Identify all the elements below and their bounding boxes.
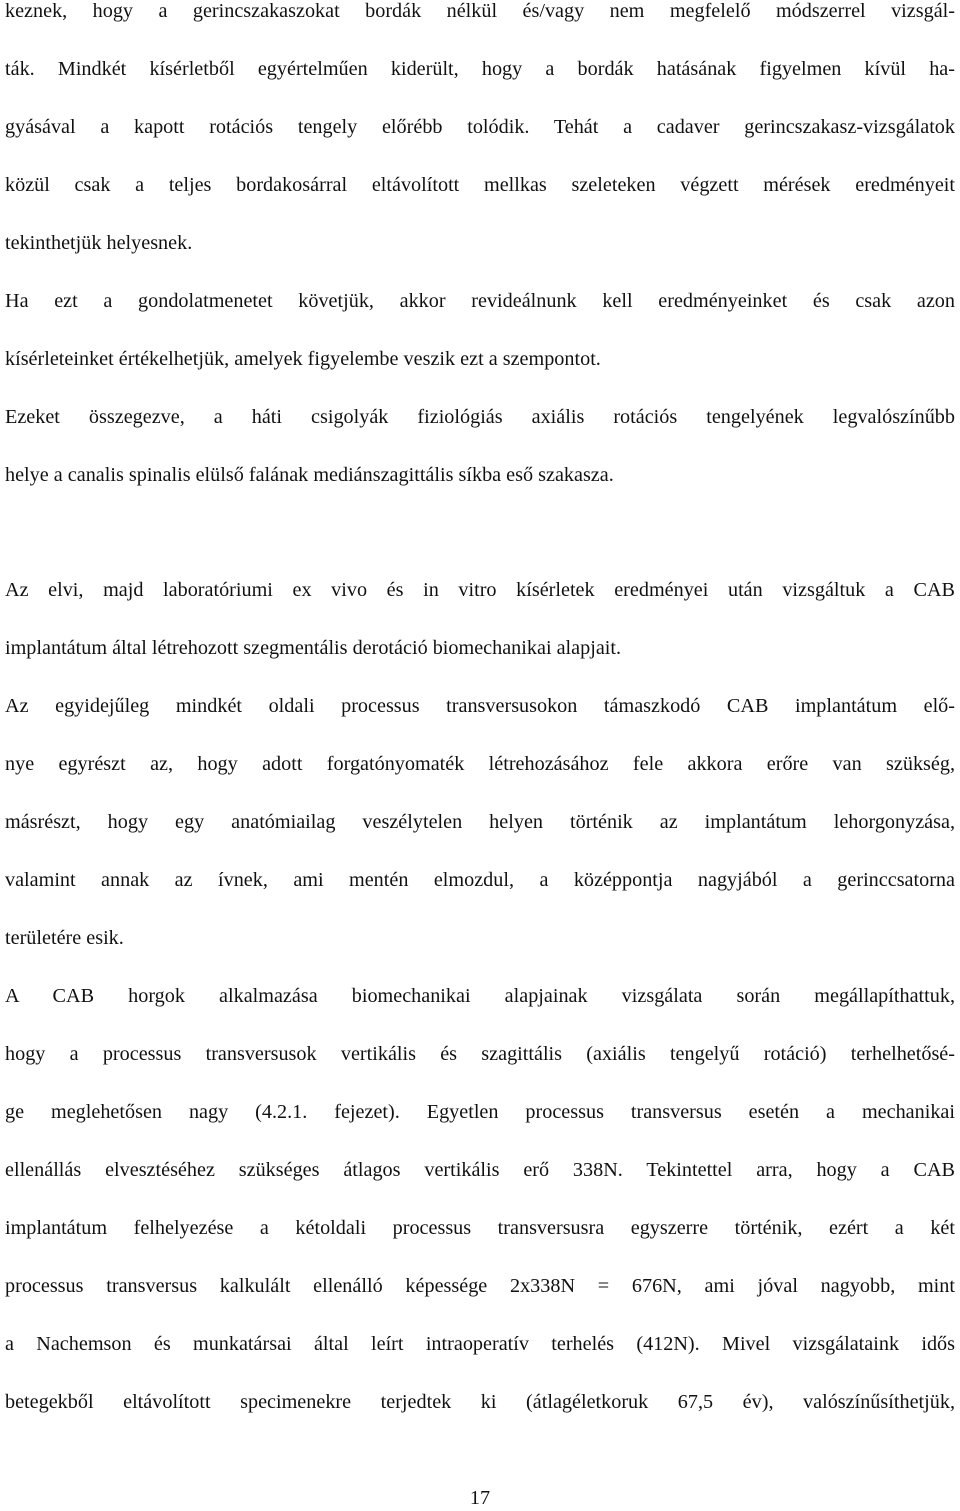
text-line: A CAB horgok alkalmazása biomechanikai alapjainak vizsgálata során megállapíthattuk,	[5, 985, 955, 1007]
text-line: területére esik.	[5, 927, 124, 949]
text-line: a Nachemson és munkatársai által leírt intraoperatív terhelés (412N). Mivel vizsgálataink idős	[5, 1333, 955, 1355]
text-line: másrészt, hogy egy anatómiailag veszélytelen helyen történik az implantátum lehorgonyzása,	[5, 811, 955, 833]
text-line: keznek, hogy a gerincszakaszokat bordák nélkül és/vagy nem megfelelő módszerrel vizsgál-	[5, 0, 955, 22]
text-line: processus transversus kalkulált ellenálló képessége 2x338N = 676N, ami jóval nagyobb, mint	[5, 1275, 955, 1297]
page-number: 17	[469, 1487, 491, 1509]
text-line: Ha ezt a gondolatmenetet követjük, akkor revideálnunk kell eredményeinket és csak azon	[5, 290, 955, 312]
text-line: közül csak a teljes bordakosárral eltávolított mellkas szeleteken végzett mérések eredményeit	[5, 174, 955, 196]
text-line: implantátum által létrehozott szegmentális derotáció biomechanikai alapjait.	[5, 637, 622, 659]
text-line: Az elvi, majd laboratóriumi ex vivo és in vitro kísérletek eredményei után vizsgáltuk a CAB	[5, 579, 955, 601]
text-line: kísérleteinket értékelhetjük, amelyek figyelembe veszik ezt a szempontot.	[5, 348, 601, 370]
text-line: nye egyrészt az, hogy adott forgatónyomaték létrehozásához fele akkora erőre van szükség,	[5, 753, 955, 775]
text-line: betegekből eltávolított specimenekre terjedtek ki (átlagéletkoruk 67,5 év), valószínűsíthetjük,	[5, 1391, 955, 1413]
text-line: ták. Mindkét kísérletből egyértelműen kiderült, hogy a bordák hatásának figyelmen kívül ha-	[5, 58, 955, 80]
text-line: gyásával a kapott rotációs tengely előrébb tolódik. Tehát a cadaver gerincszakasz-vizsgálatok	[5, 116, 955, 138]
text-line: ge meglehetősen nagy (4.2.1. fejezet). Egyetlen processus transversus esetén a mechanikai	[5, 1101, 955, 1123]
text-line: hogy a processus transversusok vertikális és szagittális (axiális tengelyű rotáció) terhelhetősé-	[5, 1043, 955, 1065]
text-line: ellenállás elvesztéséhez szükséges átlagos vertikális erő 338N. Tekintettel arra, hogy a CAB	[5, 1159, 955, 1181]
text-line: tekinthetjük helyesnek.	[5, 232, 193, 254]
text-line: implantátum felhelyezése a kétoldali processus transversusra egyszerre történik, ezért a két	[5, 1217, 955, 1239]
text-line: valamint annak az ívnek, ami mentén elmozdul, a középpontja nagyjából a gerinccsatorna	[5, 869, 955, 891]
text-line: Ezeket összegezve, a háti csigolyák fiziológiás axiális rotációs tengelyének legvalószínűbb	[5, 406, 955, 428]
text-line: Az egyidejűleg mindkét oldali processus transversusokon támaszkodó CAB implantátum elő-	[5, 695, 955, 717]
text-line: helye a canalis spinalis elülső falának mediánszagittális síkba eső szakasza.	[5, 464, 614, 486]
